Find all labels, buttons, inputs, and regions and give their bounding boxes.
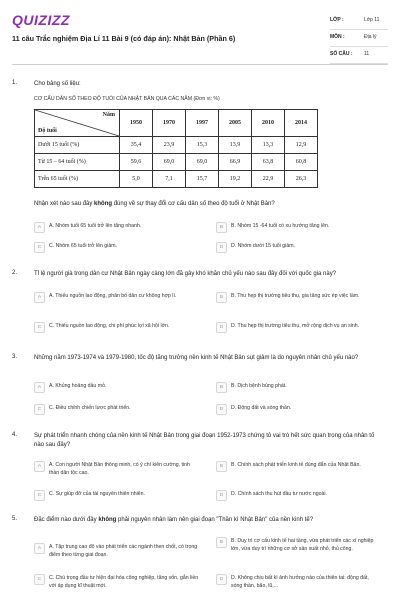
option-text: D. Nhóm dưới 15 tuổi giảm. bbox=[231, 243, 295, 249]
option-text: C. Sự giúp đỡ của tài nguyên thiên nhiên. bbox=[49, 491, 145, 497]
table-row bbox=[35, 137, 318, 154]
page-title: 11 câu Trắc nghiệm Địa Lí 11 Bài 9 (có đáp án): Nhật Bản (Phần 6) bbox=[12, 34, 236, 43]
question-number: 1. bbox=[12, 80, 18, 86]
meta-value: 11 bbox=[364, 51, 370, 57]
option-text: C. Chú trọng đầu tư hiện đại hóa công nghiệp, tăng vốn, gắn liền với áp dụng kĩ thuật mới. bbox=[49, 575, 199, 589]
header-divider bbox=[12, 64, 388, 65]
option-text: A. Thiếu nguồn lao động, phân bố dân cư không hợp lí. bbox=[49, 293, 177, 299]
table-cell: 13,3 bbox=[252, 137, 285, 154]
corner-label-age: Độ tuổi bbox=[38, 128, 57, 134]
question-prompt bbox=[34, 200, 384, 209]
table-header-cell: 1997 bbox=[186, 110, 219, 137]
table-corner-cell bbox=[35, 110, 120, 137]
table-cell: 66,9 bbox=[219, 154, 252, 171]
table-header-cell: 2010 bbox=[252, 110, 285, 137]
option-letter-badge: A bbox=[34, 222, 45, 233]
option-text: C. Nhóm 65 tuổi trở lên giảm. bbox=[49, 243, 117, 249]
meta-row-class bbox=[330, 15, 388, 30]
meta-panel bbox=[330, 15, 388, 66]
option-text: B. Chính sách phát triển kinh tế đúng đắn của Nhật Bản. bbox=[231, 462, 361, 468]
option-text: A. Tập trung cao độ vào phát triển các ngành then chốt, có trọng điểm theo từng giai đoạn. bbox=[49, 544, 198, 558]
table-row-label: Từ 15 – 64 tuổi (%) bbox=[35, 154, 120, 171]
option-text: D. Chính sách thu hút đầu tư nước ngoài. bbox=[231, 491, 327, 497]
option-text: A. Con người Nhật Bản thông minh, có ý chí kiên cường, tinh thần dân tộc cao. bbox=[49, 462, 190, 476]
table-cell: 63,8 bbox=[252, 154, 285, 171]
population-table bbox=[34, 109, 318, 188]
prompt-after: đúng về sự thay đổi cơ cấu dân số theo độ tuổi ở Nhật Bản? bbox=[112, 201, 275, 207]
meta-value: Lớp 11 bbox=[364, 17, 380, 23]
table-cell: 35,4 bbox=[120, 137, 153, 154]
option-letter-badge: B bbox=[216, 461, 227, 472]
table-row-label: Dưới 15 tuổi (%) bbox=[35, 137, 120, 154]
question-emphasis: không bbox=[98, 517, 117, 523]
question-text: Những năm 1973-1974 và 1979-1980, tốc độ tăng trưởng nền kinh tế Nhật Bản sụt giảm là do nguyên nhân chủ yếu nào? bbox=[34, 355, 359, 361]
option-text: D. Động đất và sóng thần. bbox=[231, 405, 292, 411]
option-letter-badge: B bbox=[216, 222, 227, 233]
option-text: B. Duy trì cơ cấu kinh tế hai tầng, vừa phát triển các xí nghiệp lớn, vừa duy trì những cơ sở sản xuất nhỏ, thủ công. bbox=[231, 538, 374, 552]
table-header-row bbox=[35, 110, 318, 137]
table-cell: 19,2 bbox=[219, 171, 252, 188]
table-header-cell: 2005 bbox=[219, 110, 252, 137]
option-text: D. Thu hẹp thị trường tiêu thụ, mở rộng dịch vụ an sinh. bbox=[231, 323, 360, 329]
option-letter-badge: B bbox=[216, 292, 227, 303]
table-header-cell: 1970 bbox=[153, 110, 186, 137]
option-letter-badge: B bbox=[216, 537, 227, 548]
option-letter-badge: D bbox=[216, 242, 227, 253]
option-letter-badge: D bbox=[216, 322, 227, 333]
option-letter-badge: A bbox=[34, 382, 45, 393]
table-cell: 23,9 bbox=[153, 137, 186, 154]
option-text: C. Điều chỉnh chiến lược phát triển. bbox=[49, 405, 131, 411]
table-cell: 69,0 bbox=[153, 154, 186, 171]
option-letter-badge: C bbox=[34, 242, 45, 253]
option-letter-badge: A bbox=[34, 461, 45, 472]
question-text: Sự phát triển nhanh chóng của nền kinh tế Nhật Bản trong giai đoạn 1952-1973 chứng tỏ vai trò hết sức quan trọng của nhân tố nào sau đây? bbox=[34, 433, 375, 448]
question-text: Tỉ lệ người già trong dân cư Nhật Bản ngày càng lớn đã gây khó khăn chủ yếu nào sau đây đối với quốc gia này? bbox=[34, 271, 337, 277]
corner-label-year: Năm bbox=[102, 112, 115, 118]
table-cell: 59,6 bbox=[120, 154, 153, 171]
option-letter-badge: D bbox=[216, 404, 227, 415]
option-text: B. Nhóm 15 -64 tuổi có xu hướng tăng lên. bbox=[231, 223, 330, 229]
table-row-label: Trên 65 tuổi (%) bbox=[35, 171, 120, 188]
table-caption: CƠ CẤU DÂN SỐ THEO ĐỘ TUỔI CỦA NHẬT BẢN QUA CÁC NĂM (Đơn vị: %) bbox=[34, 96, 220, 102]
table-header-cell: 1950 bbox=[120, 110, 153, 137]
question-text: Cho bảng số liệu: bbox=[34, 81, 81, 87]
option-text: A. Khủng hoảng dầu mỏ. bbox=[49, 383, 107, 389]
option-text: D. Không chịu bất kì ảnh hưởng nào của thiên tai: động đất, sóng thần, bão, lũ,... bbox=[231, 575, 369, 589]
option-letter-badge: A bbox=[34, 292, 45, 303]
question-text bbox=[34, 516, 384, 525]
table-cell: 26,3 bbox=[285, 171, 318, 188]
option-letter-badge: C bbox=[34, 322, 45, 333]
question-number: 2. bbox=[12, 270, 18, 276]
question-number: 5. bbox=[12, 516, 18, 522]
page-header bbox=[0, 0, 400, 70]
option-letter-badge: D bbox=[216, 490, 227, 501]
option-text: B. Dịch bệnh bùng phát. bbox=[231, 383, 287, 389]
table-cell: 5,0 bbox=[120, 171, 153, 188]
table-cell: 15,3 bbox=[186, 137, 219, 154]
meta-key: MÔN : bbox=[330, 34, 345, 40]
table-cell: 7,1 bbox=[153, 171, 186, 188]
option-text: A. Nhóm tuổi 65 tuổi trở lên tăng nhanh. bbox=[49, 223, 142, 229]
option-letter-badge: A bbox=[34, 543, 45, 554]
table-cell: 13,9 bbox=[219, 137, 252, 154]
meta-row-subject bbox=[330, 32, 388, 47]
table-header-cell: 2014 bbox=[285, 110, 318, 137]
question-number: 4. bbox=[12, 432, 18, 438]
prompt-before: Nhận xét nào sau đây bbox=[34, 201, 95, 207]
meta-row-count bbox=[330, 49, 388, 64]
table-cell: 15,7 bbox=[186, 171, 219, 188]
table-row bbox=[35, 171, 318, 188]
quizizz-logo[interactable]: QUIZIZZ bbox=[12, 12, 70, 28]
option-letter-badge: D bbox=[216, 574, 227, 585]
question-number: 3. bbox=[12, 354, 18, 360]
table-cell: 69,0 bbox=[186, 154, 219, 171]
prompt-emphasis: không bbox=[94, 201, 113, 207]
option-text: B. Thu hẹp thị trường tiêu thụ, gia tăng sức ép việc làm. bbox=[231, 293, 360, 299]
meta-key: SỐ CÂU : bbox=[330, 51, 353, 57]
table-row bbox=[35, 154, 318, 171]
table-cell: 12,9 bbox=[285, 137, 318, 154]
meta-value: Địa lý bbox=[364, 34, 377, 40]
table-cell: 22,9 bbox=[252, 171, 285, 188]
option-letter-badge: C bbox=[34, 404, 45, 415]
option-letter-badge: C bbox=[34, 574, 45, 585]
option-text: C. Thiếu nguồn lao động, chi phí phúc lợi xã hội lớn. bbox=[49, 323, 170, 329]
meta-key: LỚP : bbox=[330, 17, 344, 23]
question-text-before: Đặc điểm nào dưới đây bbox=[34, 517, 99, 523]
option-letter-badge: C bbox=[34, 490, 45, 501]
question-text-after: phải nguyên nhân làm nên giai đoạn "Thần kì Nhật Bản" của nền kinh tế? bbox=[116, 517, 314, 523]
table-cell: 60,8 bbox=[285, 154, 318, 171]
option-letter-badge: B bbox=[216, 382, 227, 393]
